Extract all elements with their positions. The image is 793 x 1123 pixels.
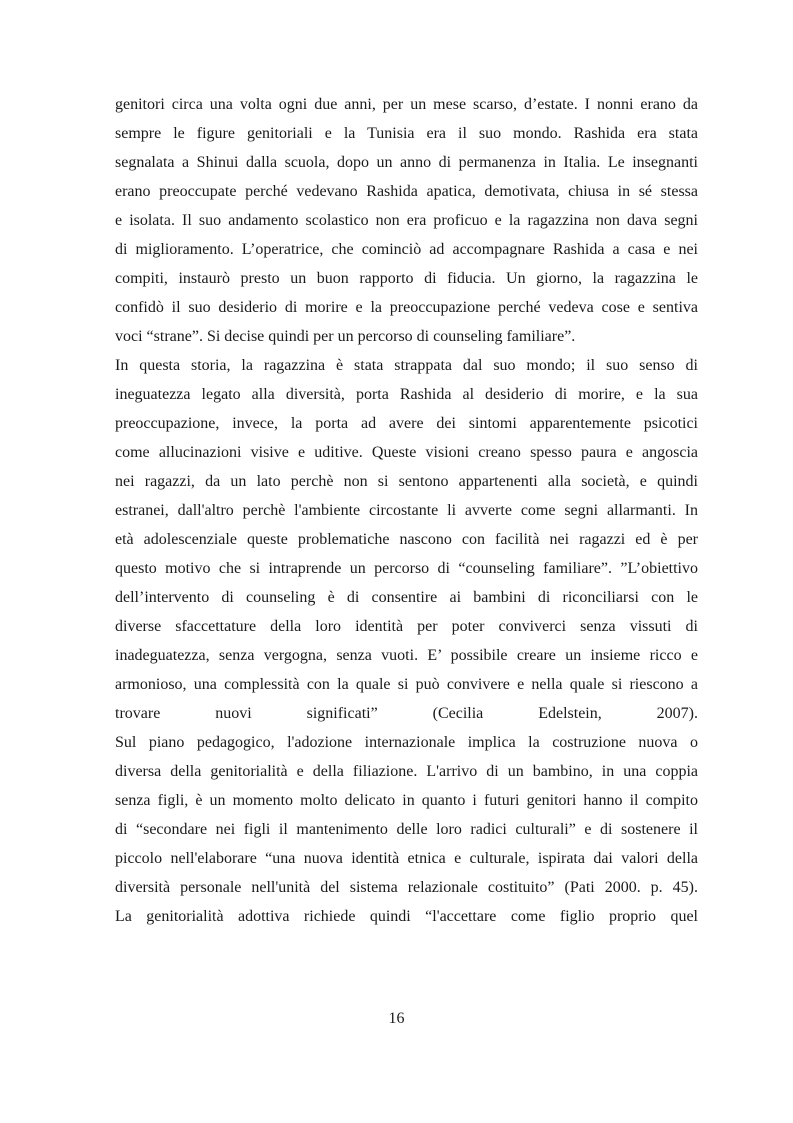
text-line: In questa storia, la ragazzina è stata strappata dal suo mondo; il suo senso di	[115, 357, 698, 374]
text-line: dell’intervento di counseling è di consentire ai bambini di riconciliarsi con le	[115, 589, 698, 606]
text-line: diversità personale nell'unità del sistema relazionale costituito” (Pati 2000. p. 45).	[115, 879, 698, 896]
text-line: nei ragazzi, da un lato perchè non si sentono appartenenti alla società, e quindi	[115, 473, 698, 490]
text-line: senza figli, è un momento molto delicato in quanto i futuri genitori hanno il compito	[115, 792, 698, 809]
text-line: sempre le figure genitoriali e la Tunisia era il suo mondo. Rashida era stata	[115, 125, 698, 142]
text-line: come allucinazioni visive e uditive. Queste visioni creano spesso paura e angoscia	[115, 444, 698, 461]
page-number: 16	[388, 1010, 405, 1027]
text-line: inadeguatezza, senza vergogna, senza vuoti. E’ possibile creare un insieme ricco e	[115, 647, 698, 664]
text-line: trovare nuovi significati” (Cecilia Edelstein, 2007).	[115, 705, 698, 722]
text-line: segnalata a Shinui dalla scuola, dopo un anno di permanenza in Italia. Le insegnanti	[115, 154, 698, 171]
text-line: preoccupazione, invece, la porta ad avere dei sintomi apparentemente psicotici	[115, 415, 698, 432]
text-line: La genitorialità adottiva richiede quindi “l'accettare come figlio proprio quel	[115, 908, 698, 925]
text-line: e isolata. Il suo andamento scolastico non era proficuo e la ragazzina non dava segni	[115, 212, 698, 229]
text-line: genitori circa una volta ogni due anni, per un mese scarso, d’estate. I nonni erano da	[115, 96, 698, 113]
text-line: di miglioramento. L’operatrice, che cominciò ad accompagnare Rashida a casa e nei	[115, 241, 698, 258]
text-line: diverse sfaccettature della loro identità per poter conviverci senza vissuti di	[115, 618, 698, 635]
text-line: ineguatezza legato alla diversità, porta Rashida al desiderio di morire, e la sua	[115, 386, 698, 403]
text-line: erano preoccupate perché vedevano Rashida apatica, demotivata, chiusa in sé stessa	[115, 183, 698, 200]
text-line: armonioso, una complessità con la quale si può convivere e nella quale si riescono a	[115, 676, 698, 693]
text-line: diversa della genitorialità e della filiazione. L'arrivo di un bambino, in una coppia	[115, 763, 698, 780]
text-line: piccolo nell'elaborare “una nuova identità etnica e culturale, ispirata dai valori della	[115, 850, 698, 867]
text-line: Sul piano pedagogico, l'adozione internazionale implica la costruzione nuova o	[115, 734, 698, 751]
text-line: estranei, dall'altro perchè l'ambiente circostante li avverte come segni allarmanti. In	[115, 502, 698, 519]
text-line: voci “strane”. Si decise quindi per un percorso di counseling familiare”.	[115, 328, 576, 345]
text-line: questo motivo che si intraprende un percorso di “counseling familiare”. ”L’obiettivo	[115, 560, 698, 577]
text-line: età adolescenziale queste problematiche nascono con facilità nei ragazzi ed è per	[115, 531, 698, 548]
body-text	[115, 90, 698, 931]
text-line: compiti, instaurò presto un buon rapporto di fiducia. Un giorno, la ragazzina le	[115, 270, 698, 287]
text-line: di “secondare nei figli il mantenimento delle loro radici culturali” e di sostenere il	[115, 821, 698, 838]
text-line: confidò il suo desiderio di morire e la preoccupazione perché vedeva cose e sentiva	[115, 299, 698, 316]
